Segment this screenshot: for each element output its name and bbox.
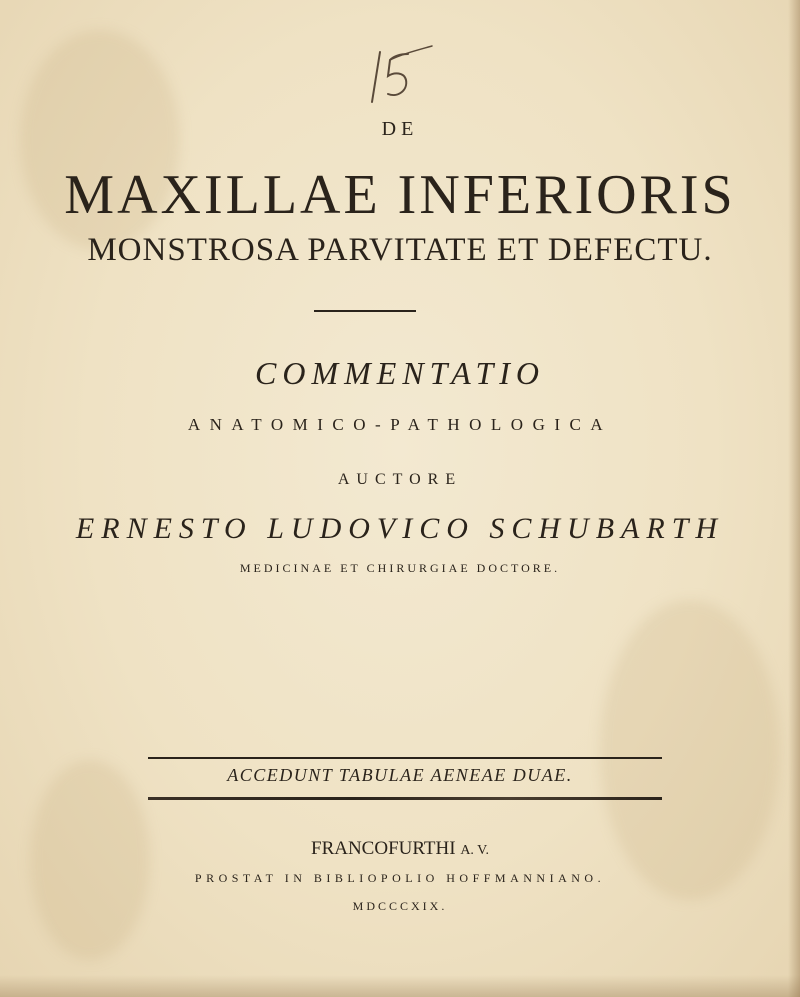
author-name: ERNESTO LUDOVICO SCHUBARTH: [75, 512, 725, 545]
subtitle: MONSTROSA PARVITATE ET DEFECTU.: [87, 232, 713, 268]
place-name: FRANCOFURTHI: [311, 838, 456, 859]
handwritten-shelfmark: [360, 42, 440, 112]
work-genre: ANATOMICO-PATHOLOGICA: [187, 415, 613, 434]
foxing-stain: [30, 760, 150, 960]
divider-rule: [148, 797, 662, 800]
page-edge-shadow: [0, 975, 800, 997]
imprint-publisher: PROSTAT IN BIBLIOPOLIO HOFFMANNIANO.: [194, 871, 606, 885]
author-degree: MEDICINAE ET CHIRURGIAE DOCTORE.: [239, 561, 561, 575]
title-prefix: DE: [381, 118, 419, 140]
imprint-place: [0, 838, 800, 860]
place-suffix: A. V.: [460, 843, 489, 858]
main-title: MAXILLAE INFERIORIS: [64, 164, 736, 226]
plates-note: ACCEDUNT TABULAE AENEAE DUAE.: [227, 765, 573, 785]
divider-rule: [314, 310, 416, 312]
work-type: COMMENTATIO: [255, 355, 545, 391]
imprint-year: MDCCCXIX.: [352, 899, 448, 913]
author-label: AUCTORE: [337, 471, 463, 488]
divider-rule: [148, 757, 662, 759]
